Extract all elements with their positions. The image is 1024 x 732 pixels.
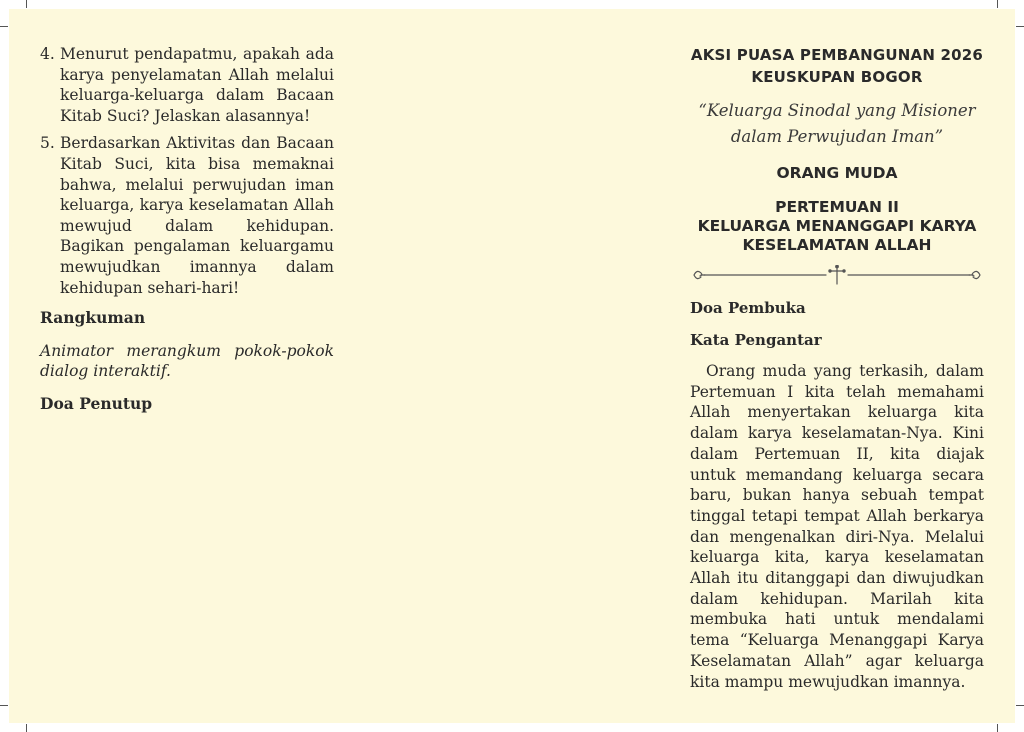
question-item [40, 44, 334, 126]
cross-ornament-icon [690, 265, 984, 285]
crop-mark [0, 705, 8, 706]
closing-prayer-heading: Doa Penutup [40, 393, 153, 413]
opening-prayer-heading: Doa Pembuka [690, 299, 806, 317]
intro-heading: Kata Pengantar [690, 331, 822, 349]
summary-text: Animator merangkum pokok-pokok dialog interaktif. [40, 341, 334, 381]
right-column [690, 44, 984, 692]
motto [690, 98, 984, 150]
question-number: 4. [40, 45, 55, 63]
crop-mark [0, 26, 8, 27]
meeting-number: PERTEMUAN II [775, 198, 899, 216]
meeting-theme: KELUARGA MENANGGAPI KARYA [697, 217, 977, 235]
question-text: Menurut pendapatmu, apakah ada karya penyelamatan Allah melalui keluarga-keluarga dalam Bacaan Kitab Suci? Jelaskan alasannya! [60, 45, 334, 125]
meeting-theme: KESELAMATAN ALLAH [742, 236, 932, 254]
crop-mark [997, 724, 998, 732]
question-item [40, 133, 334, 298]
crop-mark [26, 724, 27, 732]
question-number: 5. [40, 134, 55, 153]
crop-mark [1016, 26, 1024, 27]
question-text: Berdasarkan Aktivitas dan Bacaan Kitab Suci, kita bisa memaknai bahwa, melalui perwujudan iman keluarga, karya keselamatan Allah mewujud dalam kehidupan. Bagikan pengalaman keluargamu mewujudkan imannya dalam kehidupan sehari-hari! [60, 134, 334, 297]
summary-heading: Rangkuman [40, 308, 146, 328]
header-diocese: KEUSKUPAN BOGOR [751, 68, 923, 86]
header-title: AKSI PUASA PEMBANGUNAN 2026 [690, 46, 984, 64]
meeting-title [690, 198, 984, 255]
crop-mark [26, 0, 27, 8]
category-title: ORANG MUDA [776, 164, 898, 182]
intro-paragraph: Orang muda yang terkasih, dalam Pertemuan I kita telah memahami Allah menyertakan keluarga kita dalam karya keselamatan-Nya. Kini dalam Pertemuan II, kita diajak untuk memandang keluarga secara baru, bukan hanya sebuah tempat tinggal tetapi tempat Allah berkarya dan mengenalkan diri-Nya. Melalui keluarga kita, karya keselamatan Allah itu ditanggapi dan diwujudkan dalam kehidupan. Marilah kita membuka hati untuk mendalami tema “Keluarga Menanggapi Karya Keselamatan Allah” agar keluarga kita mampu mewujudkan imannya. [690, 362, 984, 691]
ornament-divider [690, 265, 984, 285]
motto-line: dalam Perwujudan Iman” [730, 127, 944, 146]
crop-mark [997, 0, 998, 8]
crop-mark [1016, 705, 1024, 706]
motto-line: “Keluarga Sinodal yang Misioner [698, 101, 976, 120]
left-column [40, 44, 334, 427]
